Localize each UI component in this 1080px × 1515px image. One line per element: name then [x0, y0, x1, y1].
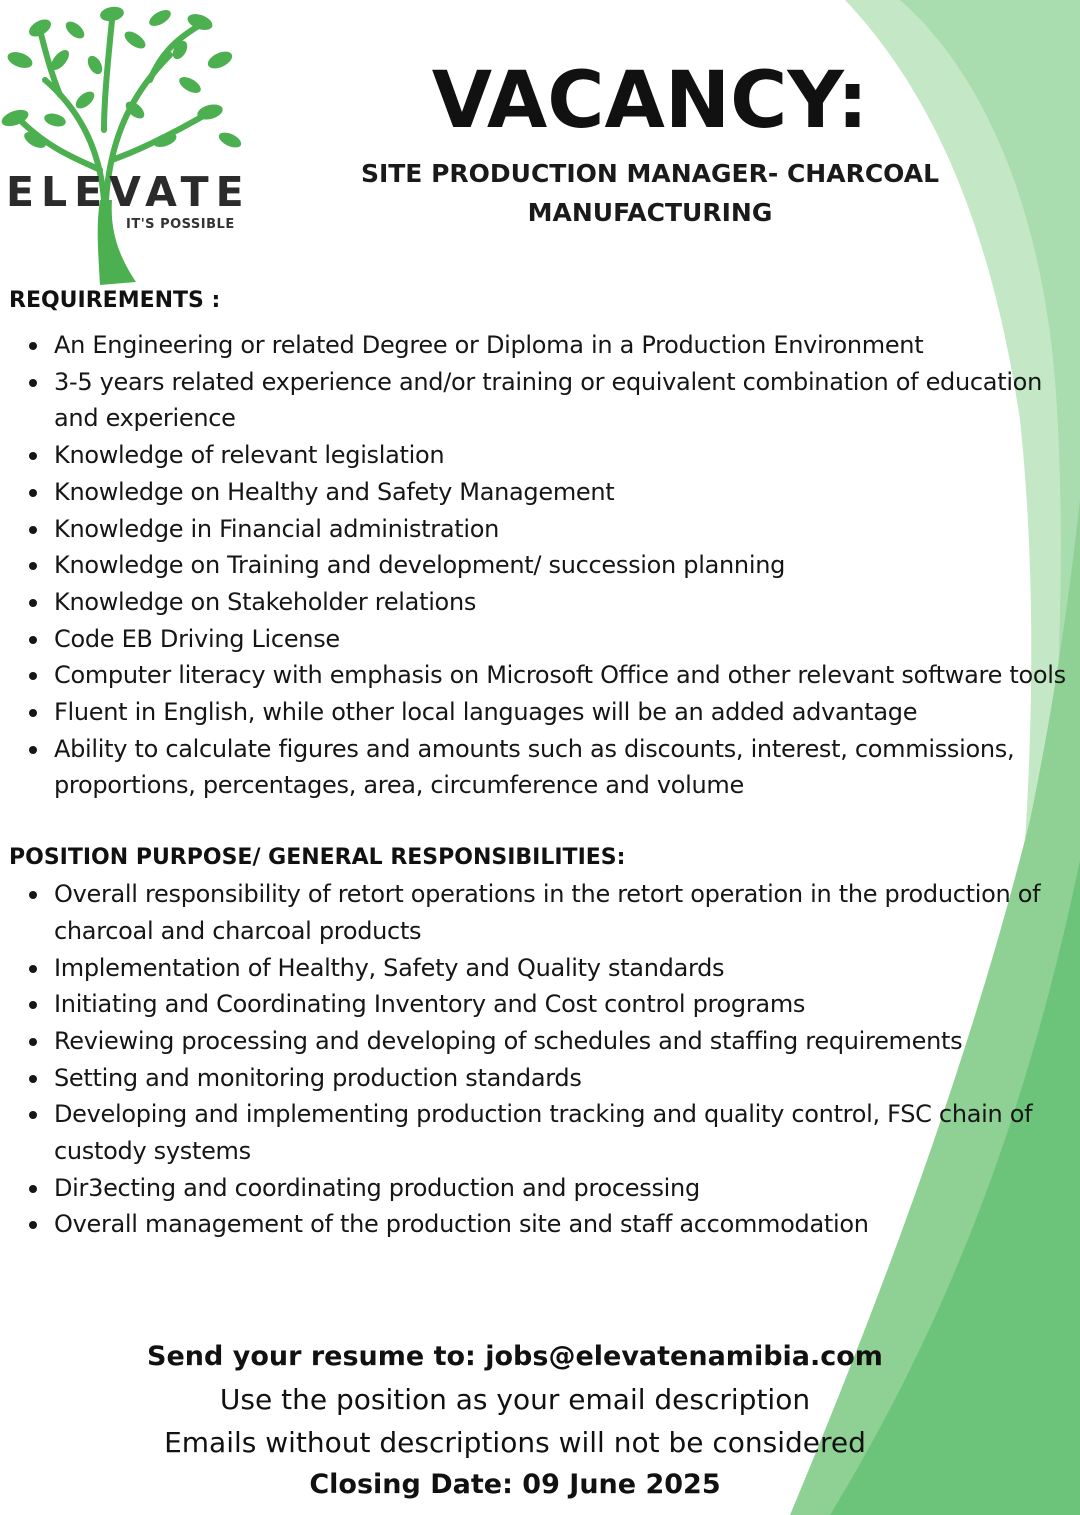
responsibility-item: Overall responsibility of retort operations in the retort operation in the production of charcoal and charcoal products: [9, 876, 1069, 949]
requirements-list: [9, 327, 1069, 804]
requirement-item: Computer literacy with emphasis on Microsoft Office and other relevant software tools: [9, 657, 1069, 694]
send-resume-line: Send your resume to: jobs@elevatenamibia.com: [147, 1341, 883, 1372]
requirement-item: Knowledge on Training and development/ succession planning: [9, 547, 1069, 584]
responsibility-item: Dir3ecting and coordinating production and processing: [9, 1170, 1069, 1207]
logo-tagline: IT'S POSSIBLE: [126, 217, 235, 232]
requirement-item: Knowledge on Stakeholder relations: [9, 584, 1069, 621]
closing-date: Closing Date: 09 June 2025: [309, 1469, 721, 1500]
requirements-heading: REQUIREMENTS :: [9, 288, 221, 313]
page-title: VACANCY:: [431, 56, 869, 146]
requirements-section: [9, 284, 1069, 804]
job-title-line-1: SITE PRODUCTION MANAGER- CHARCOAL: [360, 159, 940, 188]
vacancy-content: [9, 284, 1069, 1243]
responsibilities-section: [9, 841, 1069, 1243]
requirement-item: Knowledge on Healthy and Safety Management: [9, 474, 1069, 511]
job-title-line-2: MANUFACTURING: [527, 198, 773, 227]
email-warning: Emails without descriptions will not be considered: [164, 1426, 866, 1459]
responsibility-item: Initiating and Coordinating Inventory and Cost control programs: [9, 986, 1069, 1023]
email-description-instruction: Use the position as your email description: [219, 1383, 811, 1416]
requirement-item: Knowledge of relevant legislation: [9, 437, 1069, 474]
requirement-text: 3-5 years related experience and/or training or equivalent combination of education and experience: [54, 367, 1042, 433]
responsibilities-list: [9, 876, 1069, 1243]
job-title: [290, 154, 1010, 232]
requirement-item: Ability to calculate figures and amounts such as discounts, interest, commissions, proportions, percentages, area, circumference and volume: [9, 731, 1069, 804]
requirement-item: Fluent in English, while other local languages will be an added advantage: [9, 694, 1069, 731]
vacancy-header: [290, 56, 1010, 232]
responsibilities-heading: POSITION PURPOSE/ GENERAL RESPONSIBILITIES:: [9, 845, 626, 871]
requirement-item: Knowledge in Financial administration: [9, 511, 1069, 548]
elevate-logo: [0, 0, 250, 285]
requirement-item: An Engineering or related Degree or Diploma in a Production Environment: [9, 327, 1069, 364]
requirement-item: Code EB Driving License: [9, 621, 1069, 658]
application-instructions: [0, 1336, 1030, 1506]
responsibility-item: Overall management of the production site and staff accommodation: [9, 1206, 1069, 1243]
responsibility-item: Setting and monitoring production standards: [9, 1060, 1069, 1097]
responsibility-item: Implementation of Healthy, Safety and Quality standards: [9, 950, 1069, 987]
responsibility-item: Developing and implementing production tracking and quality control, FSC chain of custody systems: [9, 1096, 1069, 1169]
requirement-item: [9, 364, 1069, 437]
responsibility-item: Reviewing processing and developing of schedules and staffing requirements: [9, 1023, 1069, 1060]
logo-wordmark: ELEVATE: [6, 168, 251, 216]
tree-icon: [0, 0, 250, 285]
